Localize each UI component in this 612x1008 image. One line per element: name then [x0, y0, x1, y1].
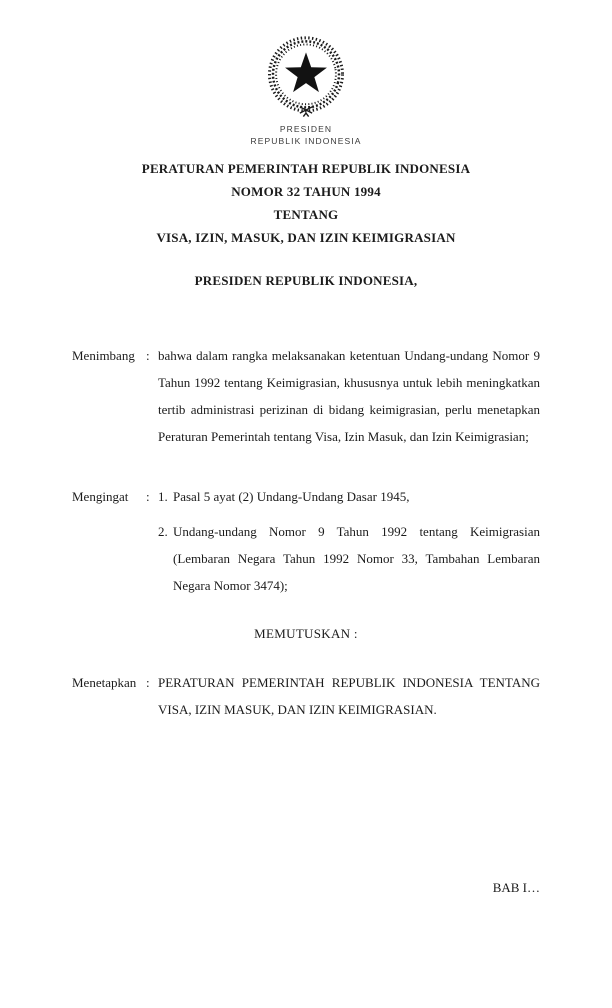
mengingat-item-2-number: 2. — [158, 524, 168, 539]
mengingat-item-1 — [158, 483, 540, 510]
menetapkan-body: PERATURAN PEMERINTAH REPUBLIK INDONESIA TENTANG VISA, IZIN MASUK, DAN IZIN KEIMIGRASIAN. — [158, 675, 540, 717]
menimbang-colon: : — [146, 348, 150, 363]
menetapkan-colon: : — [146, 675, 150, 690]
salutation-line: PRESIDEN REPUBLIK INDONESIA, — [194, 273, 418, 288]
mengingat-label: Mengingat — [72, 489, 129, 504]
letterhead-org-line2: REPUBLIK INDONESIA — [250, 136, 362, 146]
letterhead — [0, 33, 612, 147]
letterhead-org-line1: PRESIDEN — [279, 124, 333, 134]
title-number-line: NOMOR 32 TAHUN 1994 — [231, 184, 381, 199]
mengingat-colon: : — [146, 489, 150, 504]
continuation-marker: BAB I… — [492, 880, 540, 895]
mengingat-body — [158, 483, 540, 599]
mengingat-item-2 — [158, 518, 540, 599]
menimbang-label: Menimbang — [72, 348, 135, 363]
title-regulation-line: PERATURAN PEMERINTAH REPUBLIK INDONESIA — [141, 161, 471, 176]
mengingat-item-2-text: Undang-undang Nomor 9 Tahun 1992 tentang Keimigrasian (Lembaran Negara Tahun 1992 Nomor 33, Tambahan Lembaran Negara Nomor 3474); — [173, 524, 540, 593]
memutuskan-heading: MEMUTUSKAN : — [254, 626, 358, 641]
title-tentang-line: TENTANG — [273, 207, 339, 222]
document-title — [72, 157, 540, 249]
presidential-star-wreath-emblem-icon — [262, 33, 350, 121]
menimbang-clause — [72, 342, 540, 450]
menimbang-body: bahwa dalam rangka melaksanakan ketentuan Undang-undang Nomor 9 Tahun 1992 tentang Keimigrasian, khususnya untuk lebih meningkatkan tertib administrasi perizinan di bidang keimigrasian, perlu menetapkan Peraturan Pemerintah tentang Visa, Izin Masuk, dan Izin Keimigrasian; — [158, 348, 540, 444]
menetapkan-label: Menetapkan — [72, 675, 137, 690]
mengingat-item-1-text: Pasal 5 ayat (2) Undang-Undang Dasar 1945, — [173, 489, 410, 504]
mengingat-clause — [72, 483, 540, 599]
mengingat-item-1-number: 1. — [158, 489, 168, 504]
title-subject-line: VISA, IZIN, MASUK, DAN IZIN KEIMIGRASIAN — [156, 230, 456, 245]
menetapkan-clause — [72, 669, 540, 723]
